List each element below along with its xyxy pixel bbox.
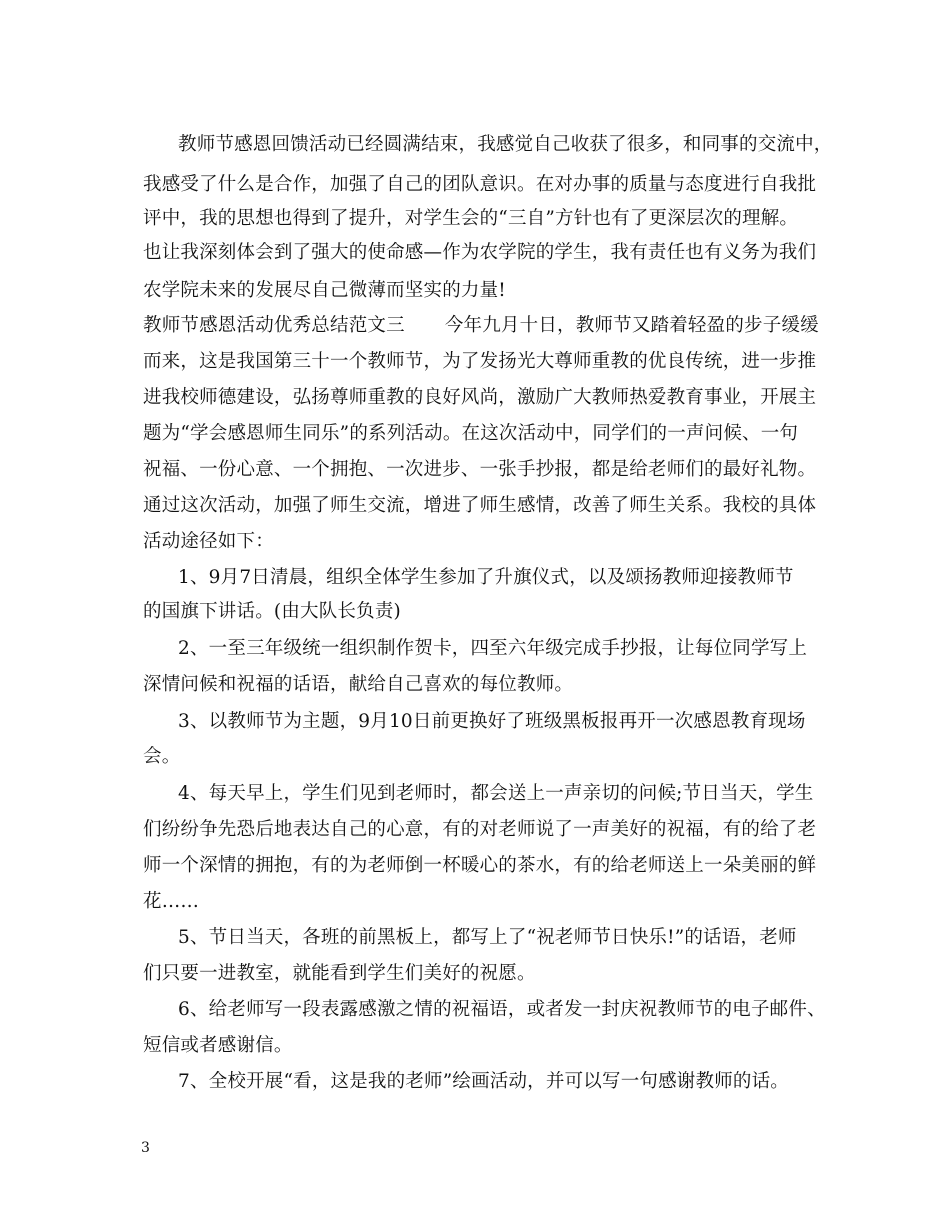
text-line: 们只要一进教室，就能看到学生们美好的祝愿。 [143, 963, 536, 984]
text-line: 的国旗下讲话。(由大队长负责) [143, 601, 401, 622]
text-line: 评中，我的思想也得到了提升，对学生会的“三自”方针也有了更深层次的理解。 [143, 208, 799, 229]
text-line: 农学院未来的发展尽自己微薄而坚实的力量! [143, 280, 506, 301]
text-line: 题为“学会感恩师生同乐”的系列活动。在这次活动中，同学们的一声问候、一句 [143, 423, 799, 444]
section-heading-line [143, 314, 819, 338]
list-item: 4、每天早上，学生们见到老师时，都会送上一声亲切的问候;节日当天，学生 [178, 783, 814, 804]
text-line: 进我校师德建设，弘扬尊师重教的良好风尚，激励广大教师热爱教育事业，开展主 [143, 387, 817, 408]
page-number: 3 [141, 1140, 150, 1156]
list-item: 3、以教师节为主题，9月10日前更换好了班级黑板报再开一次感恩教育现场 [178, 711, 806, 732]
list-item: 7、全校开展“看，这是我的老师”绘画活动，并可以写一句感谢教师的话。 [178, 1071, 789, 1092]
text-line: 通过这次活动，加强了师生交流，增进了师生感情，改善了师生关系。我校的具体 [143, 495, 817, 516]
list-item: 1、9月7日清晨，组织全体学生参加了升旗仪式，以及颂扬教师迎接教师节 [178, 567, 794, 588]
text-line: 会。 [143, 746, 181, 767]
list-item: 5、节日当天，各班的前黑板上，都写上了“祝老师节日快乐!”的话语，老师 [178, 927, 797, 948]
text-line: 我感受了什么是合作，加强了自己的团队意识。在对办事的质量与态度进行自我批 [143, 174, 817, 195]
list-item: 2、一至三年级统一组织制作贺卡，四至六年级完成手抄报，让每位同学写上 [178, 638, 808, 659]
text-line: 活动途径如下： [143, 531, 274, 552]
text-line: 短信或者感谢信。 [143, 1035, 293, 1056]
text-line: 深情问候和祝福的话语，献给自己喜欢的每位教师。 [143, 674, 574, 695]
text-line: 师一个深情的拥抱，有的为老师倒一杯暖心的茶水，有的给老师送上一朵美丽的鲜 [143, 855, 817, 876]
section-heading: 教师节感恩活动优秀总结范文三 [143, 315, 405, 336]
text-line: 教师节感恩回馈活动已经圆满结束，我感觉自己收获了很多，和同事的交流中， [178, 134, 833, 155]
text-line: 们纷纷争先恐后地表达自己的心意，有的对老师说了一声美好的祝福，有的给了老 [143, 819, 817, 840]
text-line: 今年九月十日，教师节又踏着轻盈的步子缓缓 [444, 315, 819, 336]
text-line: 花…… [143, 891, 200, 912]
text-line: 而来，这是我国第三十一个教师节，为了发扬光大尊师重教的优良传统，进一步推 [143, 351, 817, 372]
text-line: 祝福、一份心意、一个拥抱、一次进步、一张手抄报，都是给老师们的最好礼物。 [143, 459, 817, 480]
text-line: 也让我深刻体会到了强大的使命感—作为农学院的学生，我有责任也有义务为我们 [143, 242, 817, 263]
list-item: 6、给老师写一段表露感激之情的祝福语，或者发一封庆祝教师节的电子邮件、 [178, 999, 826, 1020]
